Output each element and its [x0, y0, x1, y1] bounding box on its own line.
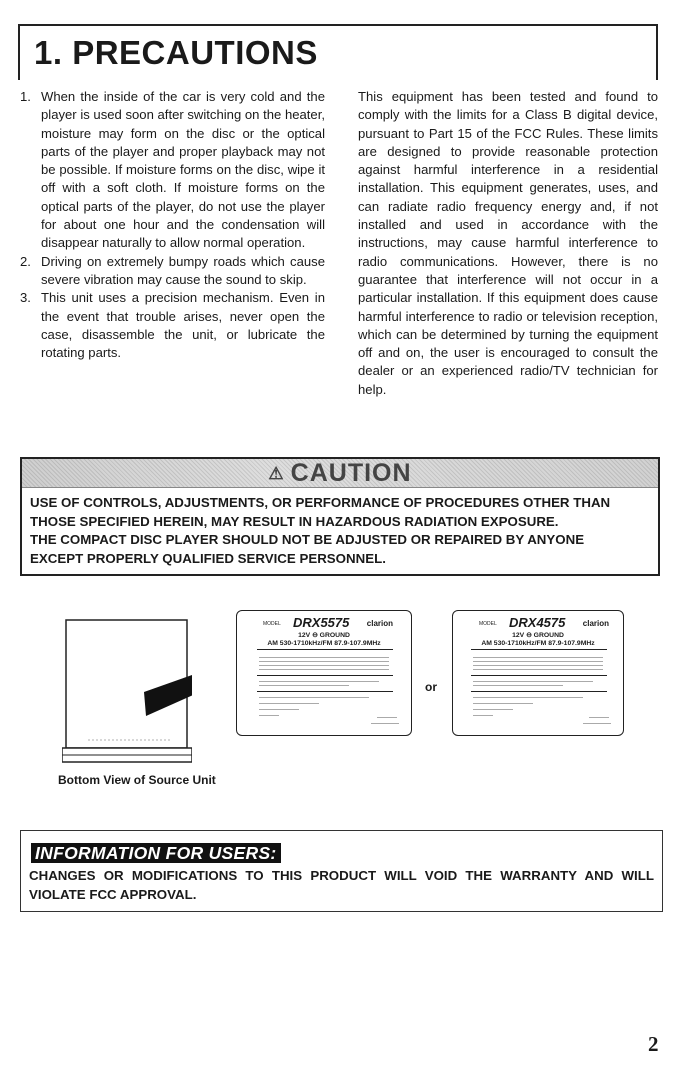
or-separator: or: [425, 680, 437, 694]
caution-line: EXCEPT PROPERLY QUALIFIED SERVICE PERSONNEL.: [30, 550, 386, 566]
label-model-prefix: MODEL: [479, 621, 497, 627]
fine-print: [473, 681, 593, 682]
fine-print: [259, 715, 279, 716]
fine-print: [377, 717, 397, 718]
divider: [257, 691, 393, 692]
fine-print: [473, 669, 603, 670]
caution-title: CAUTION: [290, 459, 412, 487]
page-title: 1. PRECAUTIONS: [34, 34, 318, 71]
label-model-name: DRX4575: [509, 615, 566, 630]
information-text: CHANGES OR MODIFICATIONS TO THIS PRODUCT WILL VOID THE WARRANTY AND WILL VIOLATE FCC APPROVAL.: [29, 868, 654, 902]
label-spec-line: 12V ⊖ GROUND: [512, 632, 564, 639]
fine-print: [259, 681, 379, 682]
list-number: 3.: [20, 290, 31, 306]
label-spec-line: AM 530-1710kHz/FM 87.9-107.9MHz: [481, 640, 595, 647]
list-item: [20, 88, 325, 253]
fine-print: [473, 665, 603, 666]
warning-triangle-icon: ⚠: [268, 464, 285, 483]
page-number: 2: [648, 1032, 659, 1056]
fine-print: [259, 669, 389, 670]
fine-print: [473, 703, 533, 704]
fcc-statement: This equipment has been tested and found to comply with the limits for a Class B digital device, pursuant to Part 15 of the FCC Rules. These limits are designed to provide reasonable protection against harmful interference in a residential installation. This equipment generates, uses, and can radiate radio frequency energy and, if not installed and used in accordance with the instructions, may cause harmful interference to radio communications. However, there is no guarantee that interference will not occur in a particular installation. If this equipment does cause harmful interference to radio or television reception, which can be determined by turning the equipment off and on, the user is encouraged to consult the dealer or an experienced radio/TV technician for help.: [358, 89, 658, 397]
fine-print: [259, 709, 299, 710]
list-text: This unit uses a precision mechanism. Even in the event that trouble arises, never open the case, disassemble the unit, or lubricate the rotating parts.: [41, 290, 325, 361]
label-spec-line: AM 530-1710kHz/FM 87.9-107.9MHz: [267, 640, 381, 647]
divider: [257, 649, 393, 650]
caution-line: THOSE SPECIFIED HEREIN, MAY RESULT IN HAZARDOUS RADIATION EXPOSURE.: [30, 513, 559, 529]
fine-print: [259, 665, 389, 666]
unit-bottom-view-figure: [62, 618, 192, 768]
divider: [257, 675, 393, 676]
figure-caption: Bottom View of Source Unit: [58, 773, 216, 787]
information-heading: INFORMATION FOR USERS:: [31, 843, 281, 863]
divider: [471, 675, 607, 676]
caution-banner: [22, 459, 658, 488]
list-item: [20, 289, 325, 362]
label-spec: [453, 632, 623, 648]
fine-print: [589, 717, 609, 718]
list-item: [20, 253, 325, 290]
divider: [471, 649, 607, 650]
fine-print: [473, 661, 603, 662]
list-text: Driving on extremely bumpy roads which cause severe vibration may cause the sound to skip.: [41, 253, 325, 287]
list-number: 1.: [20, 89, 31, 104]
fine-print: [371, 723, 399, 724]
label-model-name: DRX5575: [293, 615, 350, 630]
fine-print: [259, 697, 369, 698]
caution-box: [20, 457, 660, 576]
list-text: When the inside of the car is very cold and the player is used soon after switching on the heater, moisture may form on the disc or the optical parts of the player and proper playback may not be possible. If moisture forms on the disc, wipe it off with a soft cloth. If moisture forms on the optical parts of the player, do not use the player for about one hour and the condensation will disappear naturally to allow normal operation.: [41, 89, 325, 251]
fine-print: [473, 715, 493, 716]
precautions-list: [20, 88, 325, 362]
brand-logo: clarion: [366, 619, 393, 628]
rating-label-b: [452, 610, 624, 736]
rating-label-a: [236, 610, 412, 736]
brand-logo: clarion: [582, 619, 609, 628]
caution-line: THE COMPACT DISC PLAYER SHOULD NOT BE ADJUSTED OR REPAIRED BY ANYONE: [30, 532, 585, 548]
list-number: 2.: [20, 253, 31, 269]
fine-print: [583, 723, 611, 724]
label-model-prefix: MODEL: [263, 621, 281, 627]
fine-print: [473, 685, 563, 686]
divider: [471, 691, 607, 692]
caution-text: [30, 494, 650, 568]
fine-print: [259, 661, 389, 662]
caution-heading: [22, 459, 658, 488]
unit-outline-drawing: [62, 618, 192, 768]
fine-print: [473, 657, 603, 658]
label-spec: [237, 632, 411, 648]
caution-line: USE OF CONTROLS, ADJUSTMENTS, OR PERFORMANCE OF PROCEDURES OTHER THAN: [30, 495, 611, 510]
fine-print: [259, 703, 319, 704]
fine-print: [259, 657, 389, 658]
fine-print: [473, 709, 513, 710]
title-box: [18, 24, 658, 80]
fine-print: [473, 697, 583, 698]
label-spec-line: 12V ⊖ GROUND: [298, 632, 350, 639]
fine-print: [259, 685, 349, 686]
information-box: [20, 830, 663, 912]
